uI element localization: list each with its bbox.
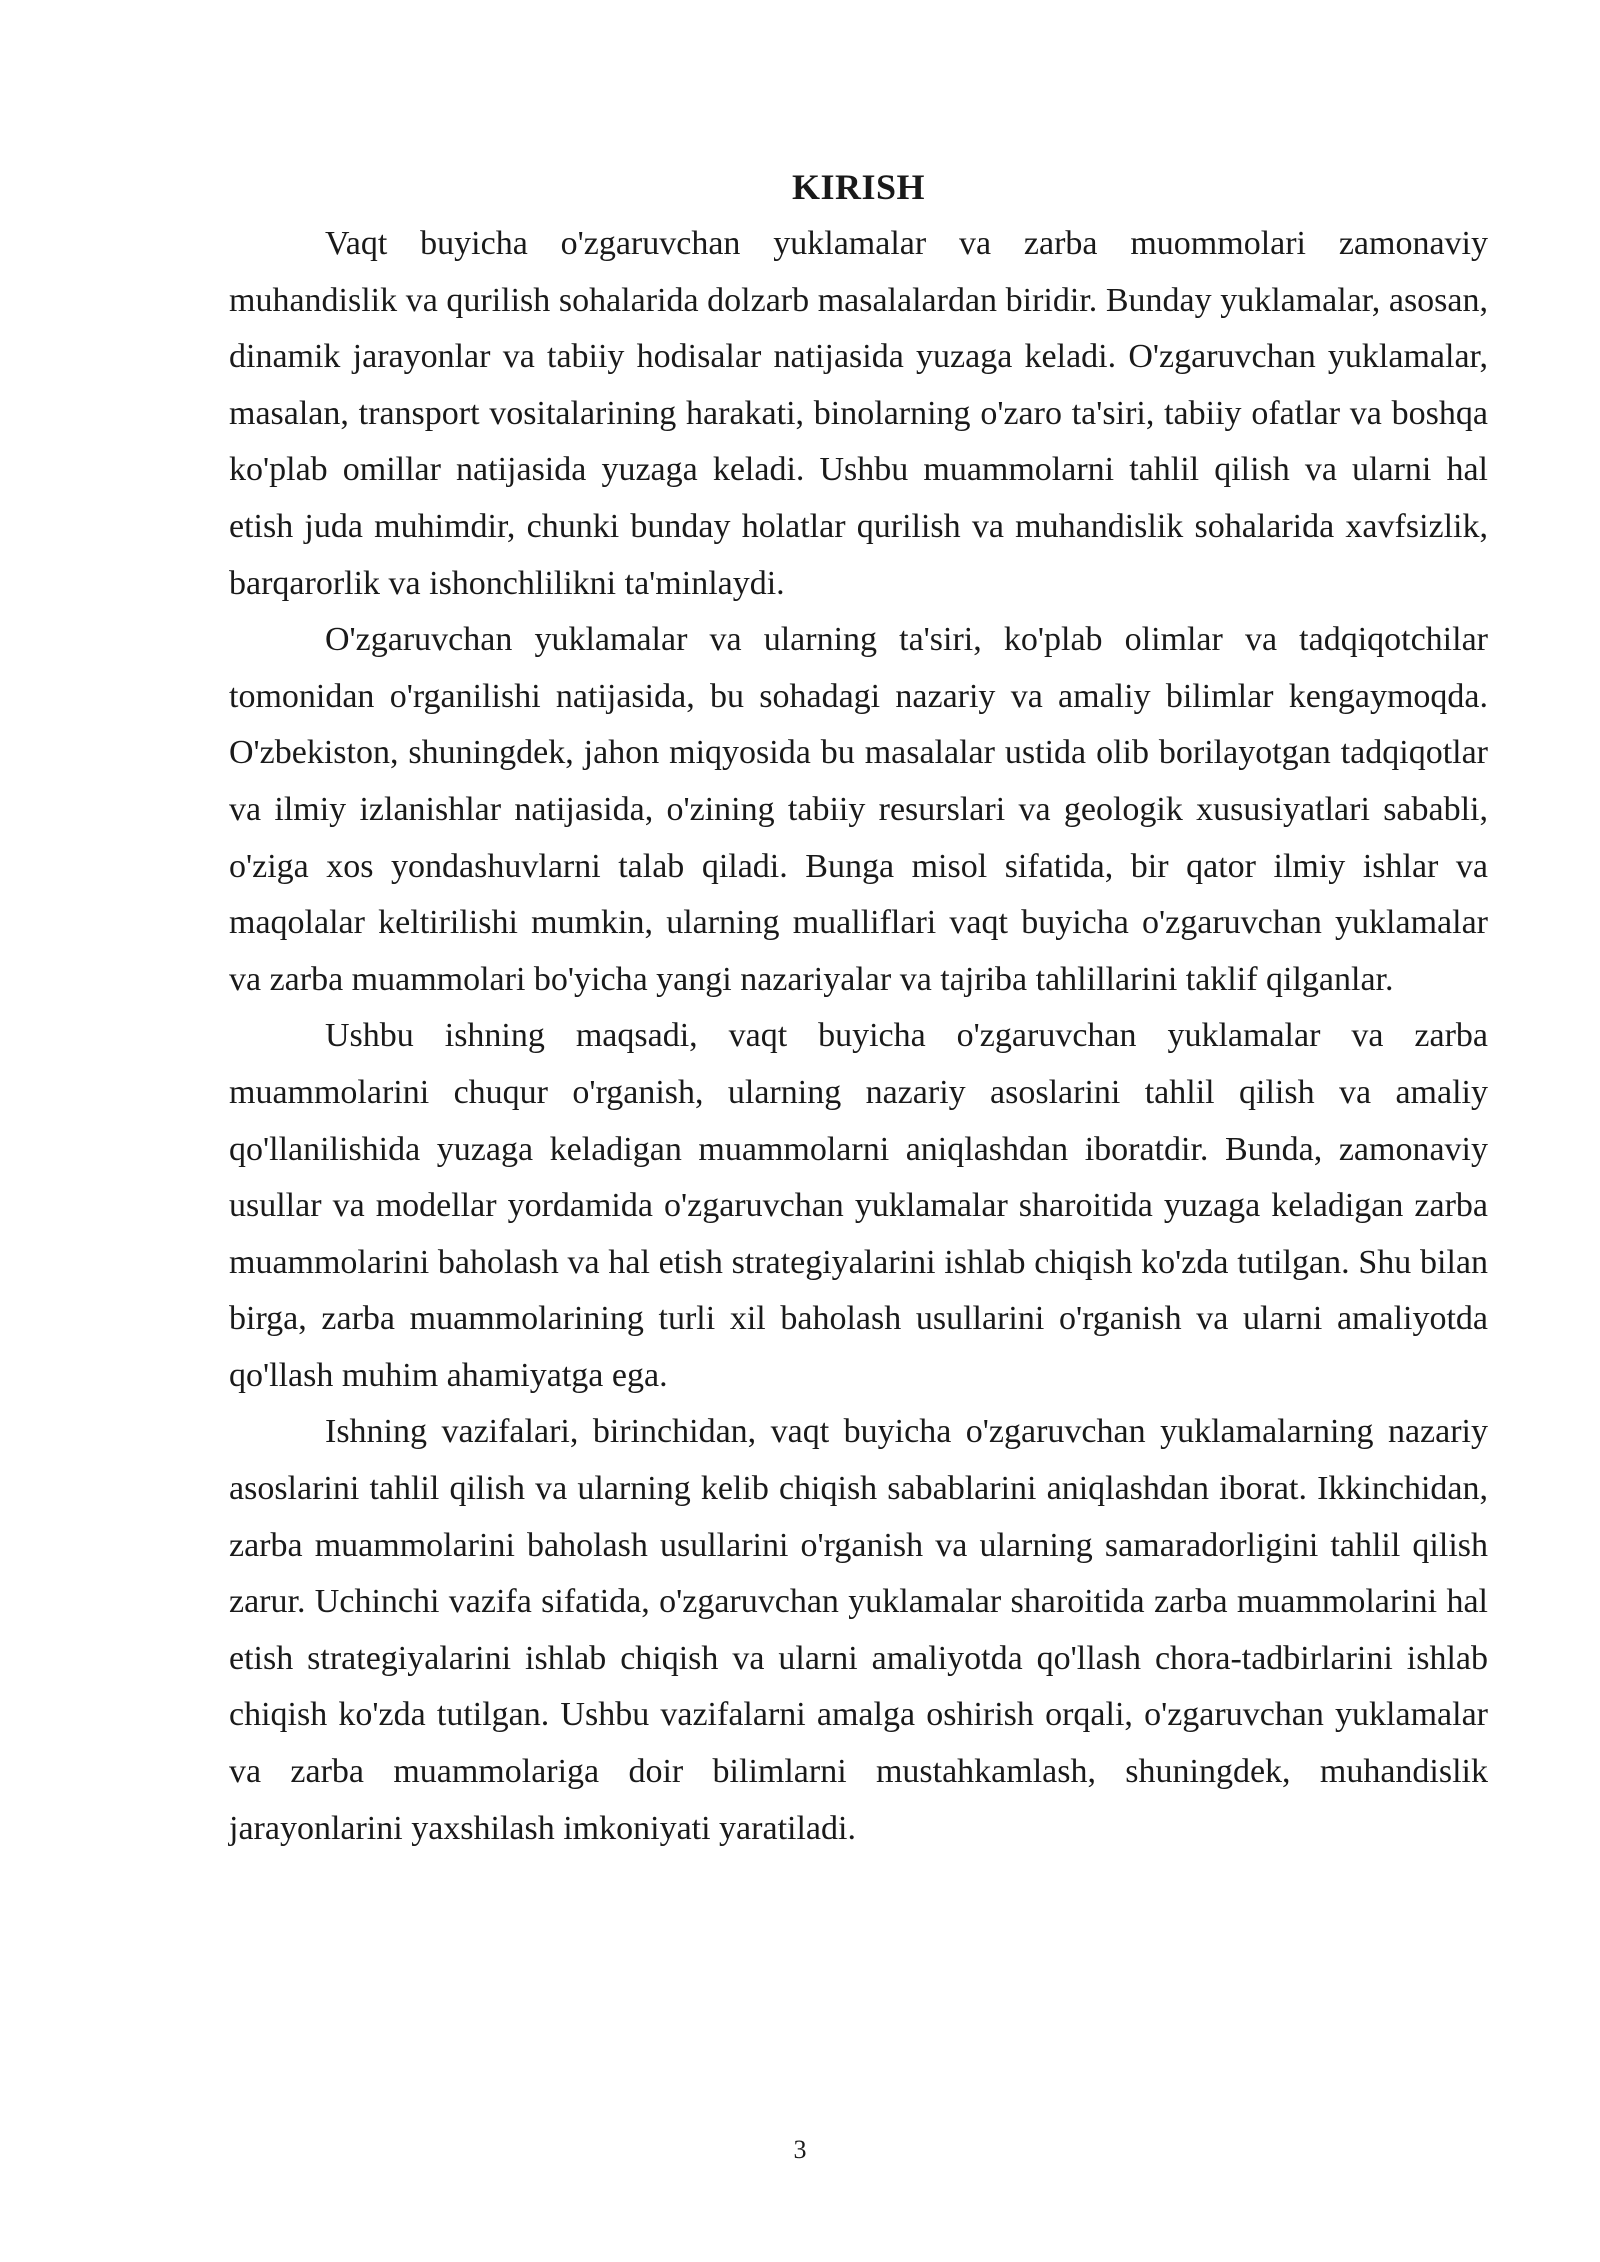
page-number: 3 [793,2135,807,2164]
page-title: KIRISH [791,167,926,207]
page-content [229,163,1488,1857]
paragraph-1: Vaqt buyicha o'zgaruvchan yuklamalar va zarba muommolari zamonaviy muhandislik va qurilish sohalarida dolzarb masalalardan biridir. Bunday yuklamalar, asosan, dinamik jarayonlar va tabiiy hodisalar natijasida yuzaga keladi. O'zgaruvchan yuklamalar, masalan, transport vositalarining harakati, binolarning o'zaro ta'siri, tabiiy ofatlar va boshqa ko'plab omillar natijasida yuzaga keladi. Ushbu muammolarni tahlil qilish va ularni hal etish juda muhimdir, chunki bunday holatlar qurilish va muhandislik sohalarida xavfsizlik, barqarorlik va ishonchlilikni ta'minlaydi. [229,225,1488,602]
paragraph-2: O'zgaruvchan yuklamalar va ularning ta'siri, ko'plab olimlar va tadqiqotchilar tomonidan o'rganilishi natijasida, bu sohadagi nazariy va amaliy bilimlar kengaymoqda. O'zbekiston, shuningdek, jahon miqyosida bu masalalar ustida olib borilayotgan tadqiqotlar va ilmiy izlanishlar natijasida, o'zining tabiiy resurslari va geologik xususiyatlari sababli, o'ziga xos yondashuvlarni talab qiladi. Bunga misol sifatida, bir qator ilmiy ishlar va maqolalar keltirilishi mumkin, ularning mualliflari vaqt buyicha o'zgaruvchan yuklamalar va zarba muammolari bo'yicha yangi nazariyalar va tajriba tahlillarini taklif qilganlar. [229,621,1488,998]
paragraph-3: Ushbu ishning maqsadi, vaqt buyicha o'zgaruvchan yuklamalar va zarba muammolarini chuqur o'rganish, ularning nazariy asoslarini tahlil qilish va amaliy qo'llanilishida yuzaga keladigan muammolarni aniqlashdan iboratdir. Bunda, zamonaviy usullar va modellar yordamida o'zgaruvchan yuklamalar sharoitida yuzaga keladigan zarba muammolarini baholash va hal etish strategiyalarini ishlab chiqish ko'zda tutilgan. Shu bilan birga, zarba muammolarining turli xil baholash usullarini o'rganish va ularni amaliyotda qo'llash muhim ahamiyatga ega. [229,1017,1488,1394]
paragraph-4: Ishning vazifalari, birinchidan, vaqt buyicha o'zgaruvchan yuklamalarning nazariy asoslarini tahlil qilish va ularning kelib chiqish sabablarini aniqlashdan iborat. Ikkinchidan, zarba muammolarini baholash usullarini o'rganish va ularning samaradorligini tahlil qilish zarur. Uchinchi vazifa sifatida, o'zgaruvchan yuklamalar sharoitida zarba muammolarini hal etish strategiyalarini ishlab chiqish va ularni amaliyotda qo'llash chora-tadbirlarini ishlab chiqish ko'zda tutilgan. Ushbu vazifalarni amalga oshirish orqali, o'zgaruvchan yuklamalar va zarba muammolariga doir bilimlarni mustahkamlash, shuningdek, muhandislik jarayonlarini yaxshilash imkoniyati yaratiladi. [229,1413,1488,1847]
